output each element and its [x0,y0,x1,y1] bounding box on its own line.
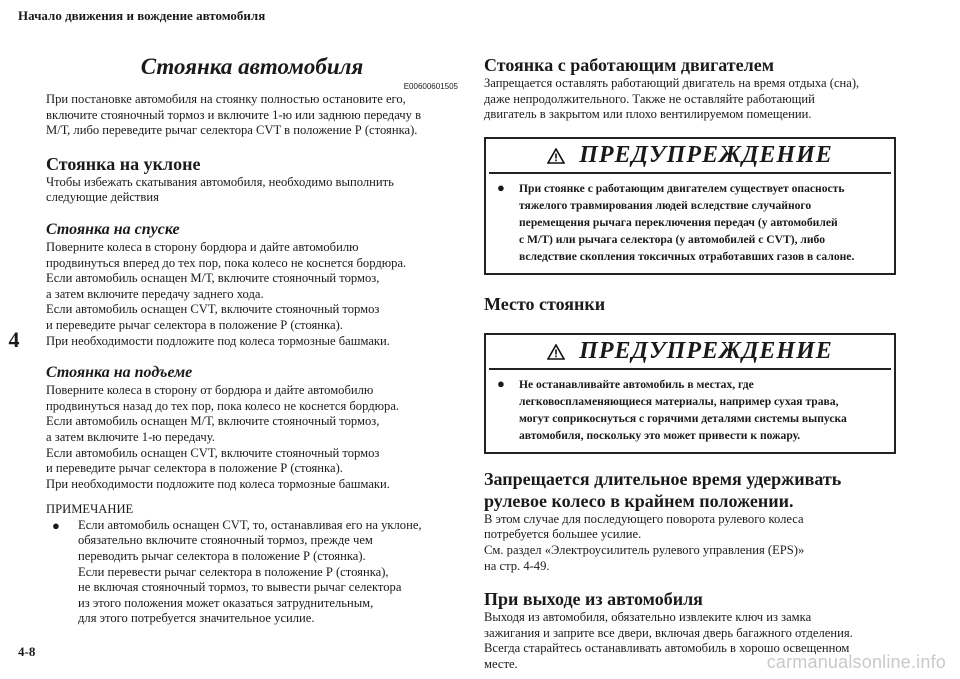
bullet-icon: ● [497,179,505,195]
uphill-heading: Стоянка на подъеме [46,364,193,382]
running-header: Начало движения и вождение автомобиля [18,8,266,23]
place-heading: Место стоянки [484,293,606,314]
steering-paragraph: В этом случае для последующего поворота рулевого колеса потребуется большее усилие. См. раздел «Электроусилитель рулевого управления (EPS)» на стр. 4-49. [484,511,805,573]
note-label: ПРИМЕЧАНИЕ [46,502,134,517]
exit-paragraph: Выходя из автомобиля, обязательно извлеките ключ из замка зажигания и заприте все двери, включая дверь багажного отделения. Всегда старайтесь останавливать автомобиль в хорошо освещенном месте. [484,610,853,671]
warning-text: При стоянке с работающим двигателем существует опасность тяжелого травмирования людей вследствие случайного перемещения рычага переключения передач (у автомобилей с М/Т) или рычага селектора (у автомобилей с CVT), либо вследствие скопления токсичных отработавших газов в салоне. [519,181,855,263]
page-number: 4-8 [18,644,36,659]
downhill-paragraph: Поверните колеса в сторону бордюра и дайте автомобилю продвинуться вперед до тех пор, пока колесо не коснется бордюра. Если автомобиль оснащен М/Т, включите стояночный тормоз, а затем включите передачу заднего хода. Если автомобиль оснащен CVT, включите стояночный тормоз и переведите рычаг селектора в положение Р (стоянка). При необходимости подложите под колеса тормозные башмаки. [46,239,407,348]
bullet-icon: ● [497,375,505,391]
left-column [46,54,458,627]
intro-paragraph: При постановке автомобиля на стоянку полностью остановите его, включите стояночный тормоз и включите 1-ю или заднюю передачу в М/Т, либо переведите рычаг селектора CVT в положение Р (стоянка). [46,92,422,138]
warning-triangle-icon [547,344,565,360]
chapter-tab: 4 [8,327,20,352]
right-column [484,54,896,673]
slope-paragraph: Чтобы избежать скатывания автомобиля, необходимо выполнить следующие действия [46,174,394,205]
warning-divider [489,172,891,174]
warning-box-place [484,333,896,454]
downhill-heading: Стоянка на спуске [46,220,180,238]
warning-title: ПРЕДУПРЕЖДЕНИЕ [579,141,833,168]
exit-heading: При выходе из автомобиля [484,589,703,610]
warning-box-engine [484,137,896,275]
warning-triangle-icon [547,148,565,164]
watermark: carmanualsonline.info [766,652,946,672]
engine-paragraph: Запрещается оставлять работающий двигатель на время отдыха (сна), даже непродолжительного. Также не оставляйте работающий двигатель в закрытом или плохо вентилируемом помещении. [484,76,860,122]
uphill-paragraph: Поверните колеса в сторону от бордюра и дайте автомобилю продвинуться назад до тех пор, пока колесо не коснется бордюра. Если автомобиль оснащен М/Т, включите стояночный тормоз, а затем включите 1-ю передачу. Если автомобиль оснащен CVT, включите стояночный тормоз и переведите рычаг селектора в положение Р (стоянка). При необходимости подложите под колеса тормозные башмаки. [46,383,400,491]
warning-divider [489,368,891,370]
page-title: Стоянка автомобиля [140,54,364,79]
warning-title: ПРЕДУПРЕЖДЕНИЕ [579,337,833,364]
section-code: E00600601505 [403,82,458,91]
engine-heading: Стоянка с работающим двигателем [484,55,774,75]
note-item: ● Если автомобиль оснащен CVT, то, останавливая его на уклоне, обязательно включите стояночный тормоз, прежде чем переводить рычаг селектора в положение Р (стоянка). Если перевести рычаг селектора в положение Р (стоянка), не включая стояночный тормоз, то вывести рычаг селектора из этого положения может оказаться затруднительным, для этого потребуется значительное усилие. [52,517,422,626]
slope-heading: Стоянка на уклоне [46,153,201,174]
steering-heading: Запрещается длительное время удерживать рулевое колесо в крайнем положении. [484,468,842,511]
bullet-icon: ● [52,517,60,533]
warning-text: Не останавливайте автомобиль в местах, где легковоспламеняющиеся материалы, например сухая трава, могут соприкоснуться с горячими деталями системы выпуска автомобиля, поскольку это может привести к пожару. [519,377,847,442]
